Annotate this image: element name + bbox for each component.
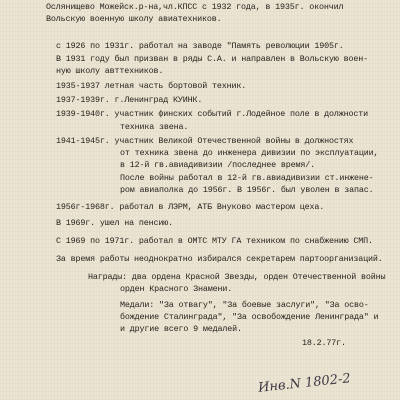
text-line: 1939-1940г. участник финских событий г.Лодейное поле в должности: [56, 109, 369, 119]
inventory-handwritten-note: Инв.N 1802-2: [257, 371, 352, 396]
text-line: с 1926 по 1931г. работал на заводе "Память революции 1905г.: [56, 41, 344, 51]
text-line: В 1931 году был призван в ряды С.А. и направлен в Вольскую воен-: [56, 54, 369, 64]
text-line: ную школу авттехников.: [56, 66, 164, 76]
text-line: орден Красного Знамени.: [120, 284, 233, 294]
text-line: 1941-1945г. участник Великой Отечественной войны в должностях: [56, 136, 354, 146]
text-line: Вольскую военную школу авиатехников.: [46, 14, 222, 24]
text-line: 1935-1937 летная часть бортовой техник.: [56, 81, 247, 91]
text-line: Медали: "За отвагу", "За боевые заслуги", "За осво-: [120, 300, 369, 310]
text-line: от техника звена до инженера дивизии по эксплуатации,: [120, 148, 379, 158]
text-line: В 1969г. ушел на пенсию.: [56, 218, 174, 228]
text-line: и другие всего 9 медалей.: [120, 324, 242, 334]
text-line: С 1969 по 1971г. работал в ОМТС МТУ ГА техником по снабжению СМП.: [56, 236, 373, 246]
document-date: 18.2.77г.: [302, 338, 346, 348]
text-line: 1937-1939г. г.Ленинград КУИНК.: [56, 95, 203, 105]
text-line: За время работы неоднократно избирался секретарем партоорганизаций.: [56, 254, 383, 264]
text-line: Ослянищево Можейск.р-на,чл.КПСС с 1932 года, в 1935г. окончил: [46, 2, 344, 12]
text-line: техника звена.: [120, 122, 189, 132]
text-line: После войны работал в 12-й гв.авиадивизии ст.инжене-: [120, 173, 374, 183]
text-line: 1956г-1968г. работал в ЛЭРМ, АТБ Внуково мастером цеха.: [56, 202, 325, 212]
text-line: Награды: два ордена Красной Звезды, орден Отечественной войны: [88, 272, 386, 282]
text-line: ром авиаполка до 1956г. В 1956г. был уволен в запас.: [120, 185, 374, 195]
text-line: бождение Сталинграда", "За освобождение Ленинграда" и: [120, 312, 379, 322]
text-line: в 12-й гв.авиадивизии /последнее время/.: [120, 160, 316, 170]
